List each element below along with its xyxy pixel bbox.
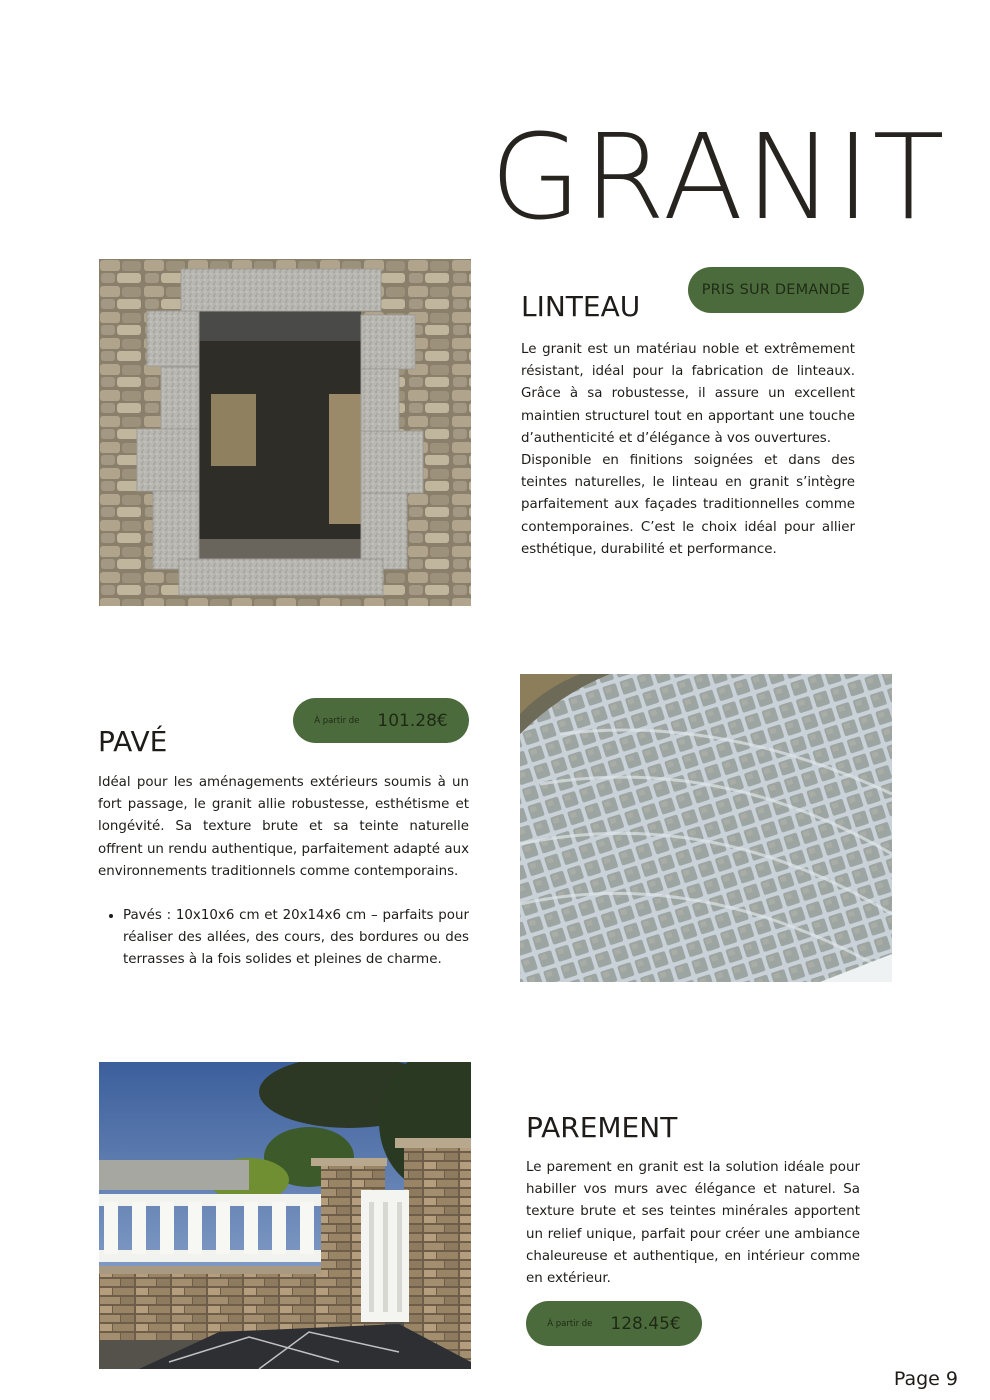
pave-price-badge [293,698,469,743]
linteau-photo [99,259,471,606]
parement-photo [99,1062,471,1369]
page-title: GRANIT [490,108,947,246]
linteau-paragraph-1: Le granit est un matériau noble et extrêmement résistant, idéal pour la fabrication de linteaux. Grâce à sa robustesse, il assure un excellent maintien structurel tout en apportant une touche d’authenticité et d’élégance à vos ouvertures. [521,342,855,446]
parement-price-badge [526,1301,702,1346]
pave-description [98,772,469,883]
parement-title: PAREMENT [526,1111,678,1144]
pave-bullet-list [98,905,469,972]
linteau-price-badge [688,267,864,313]
pave-title: PAVÉ [98,725,168,758]
pave-price-prefix: À partir de [314,715,360,726]
pave-photo [520,674,892,982]
parement-paragraph: Le parement en granit est la solution idéale pour habiller vos murs avec élégance et naturel. Sa texture brute et ses teintes minérales apportent un relief unique, parfait pour créer une ambiance chaleureuse et authentique, en intérieur comme en extérieur. [526,1160,860,1287]
pave-paragraph: Idéal pour les aménagements extérieurs soumis à un fort passage, le granit allie robustesse, esthétisme et longévité. Sa texture brute et sa teinte naturelle offrent un rendu authentique, parfaitement adapté aux environnements traditionnels comme contemporains. [98,775,469,879]
linteau-badge-label: PRIS SUR DEMANDE [701,282,851,298]
pave-price: 101.28€ [377,710,448,731]
parement-description [526,1157,860,1290]
pave-bullet-item: • Pavés : 10x10x6 cm et 20x14x6 cm – parfaits pour réaliser des allées, des cours, des bordures ou des terrasses à la fois solides et pleines de charme. [123,905,469,972]
page-number: Page 9 [893,1368,958,1390]
linteau-description [521,339,855,561]
parement-price-prefix: À partir de [547,1318,593,1329]
parement-price: 128.45€ [610,1313,681,1334]
linteau-title: LINTEAU [521,290,641,323]
linteau-paragraph-2: Disponible en finitions soignées et dans des teintes naturelles, le linteau en granit s’intègre parfaitement aux façades traditionnelles comme contemporaines. C’est le choix idéal pour allier esthétique, durabilité et performance. [521,453,855,557]
